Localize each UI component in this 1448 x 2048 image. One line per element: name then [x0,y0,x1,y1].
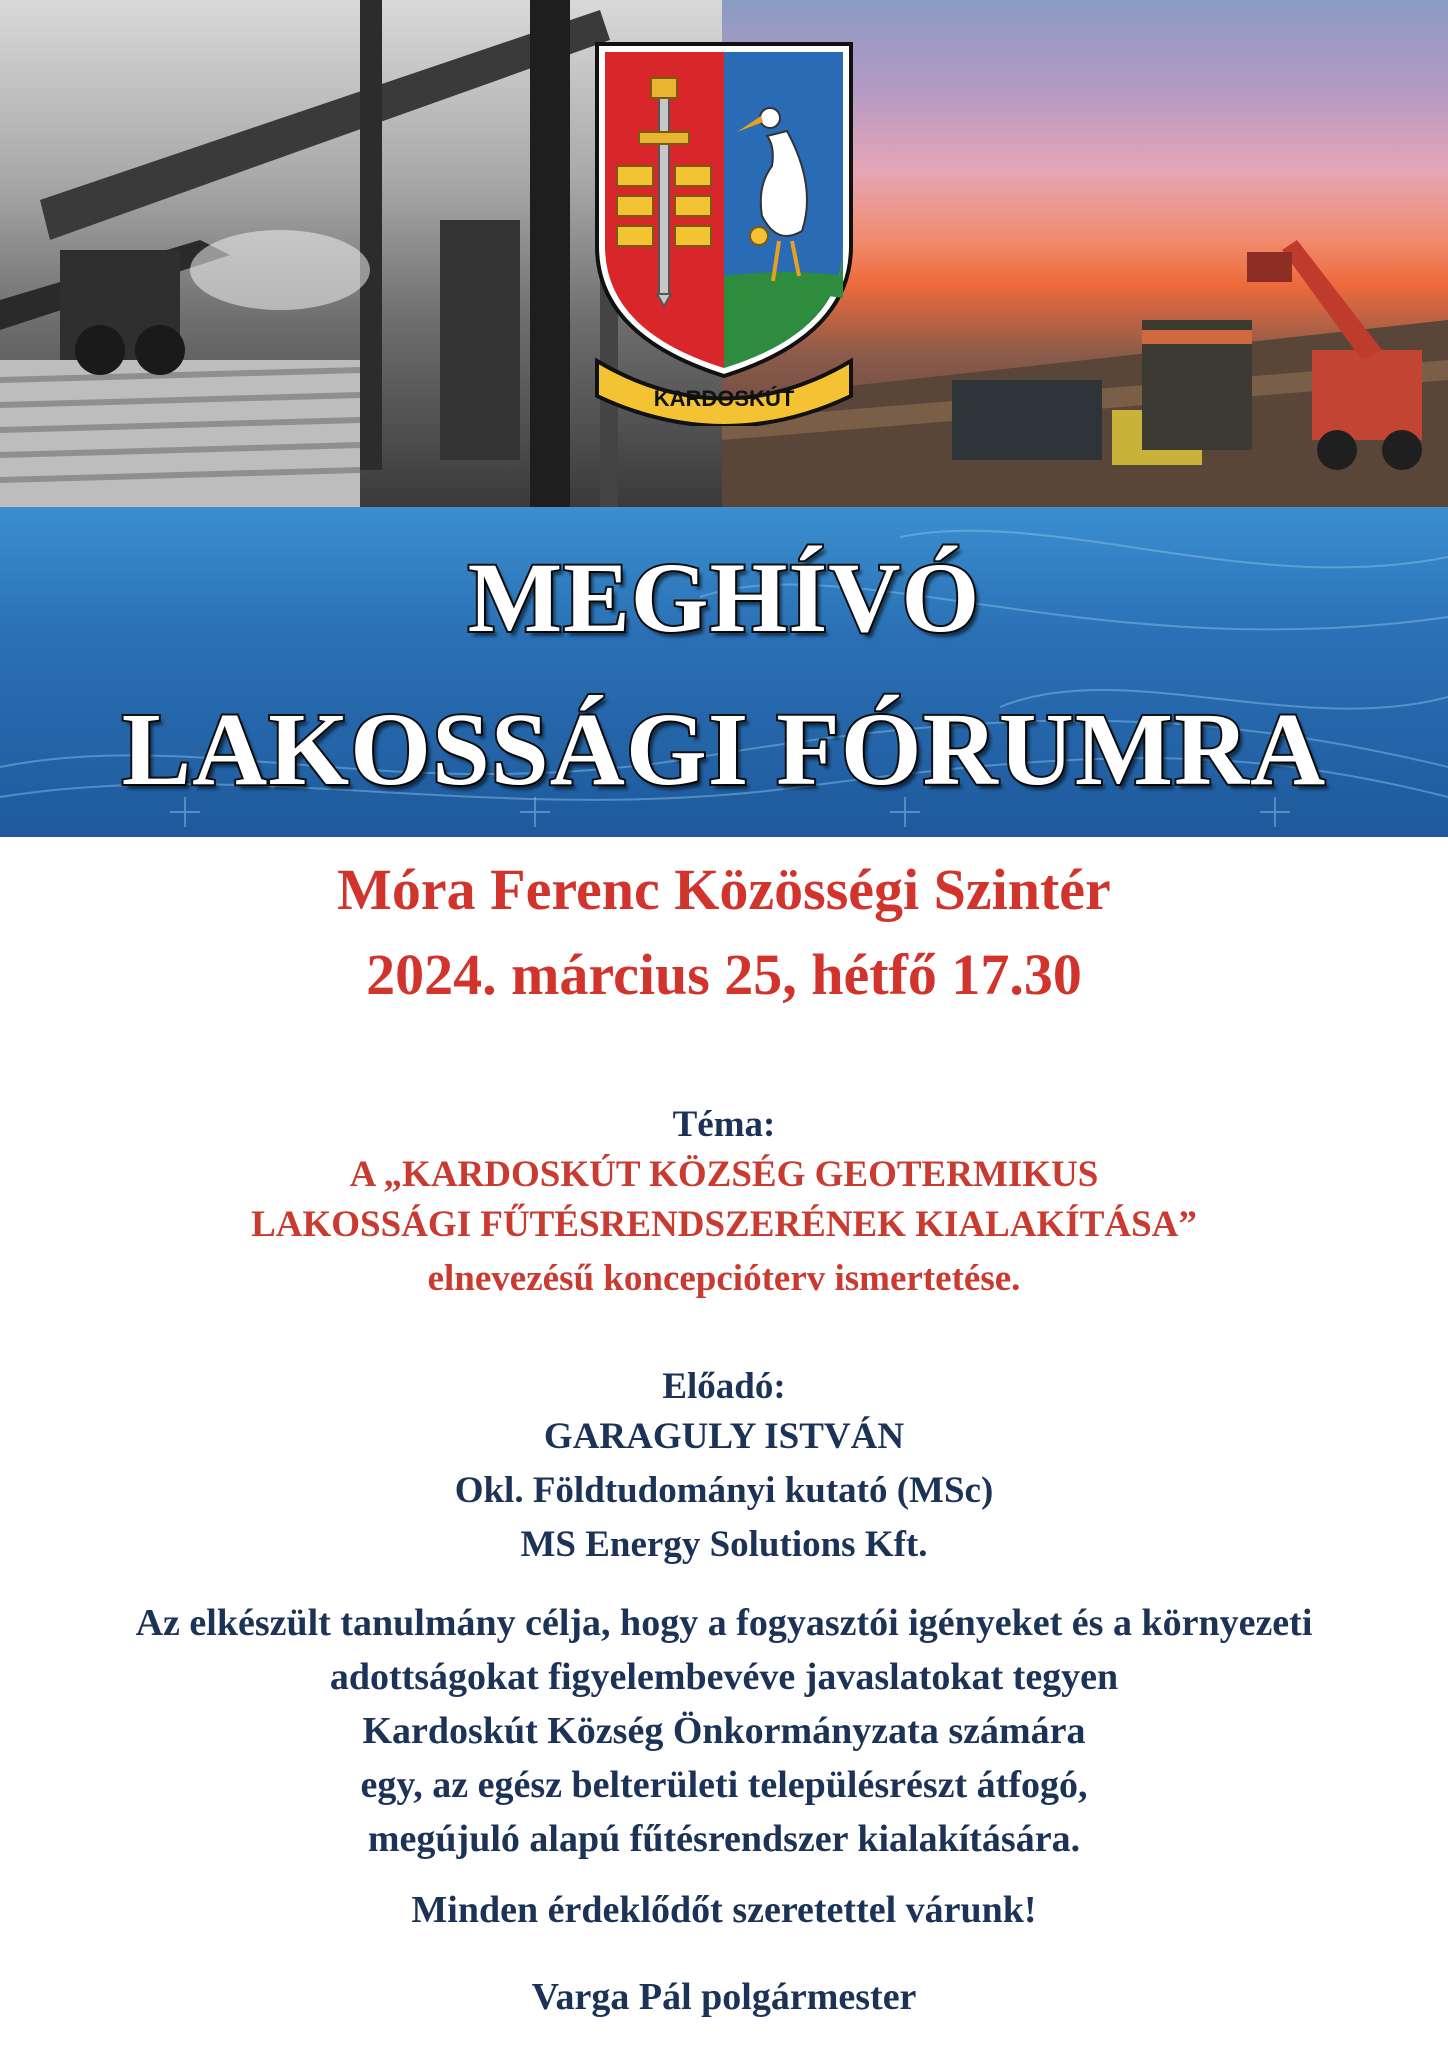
speaker-company: MS Energy Solutions Kft. [520,1524,928,1565]
description-line-3: Kardoskút Község Önkormányzata számára [362,1710,1086,1752]
signature: Varga Pál polgármester [531,1976,917,2018]
event-datetime: 2024. március 25, hétfő 17.30 [366,942,1082,1007]
event-venue: Móra Ferenc Közösségi Szintér [337,857,1111,922]
topic-line-3: elnevezésű koncepcióterv ismertetése. [427,1258,1021,1299]
topic-label: Téma: [672,1104,776,1145]
description-line-2: adottságokat figyelembevéve javaslatokat tegyen [329,1656,1119,1698]
speaker-name: GARAGULY ISTVÁN [543,1416,905,1457]
topic-line-1: A „KARDOSKÚT KÖZSÉG GEOTERMIKUS [349,1154,1099,1195]
speaker-label: Előadó: [662,1366,786,1407]
header-photo-collage [0,0,1448,507]
invitation-title: MEGHÍVÓ [467,542,981,653]
forum-title: LAKOSSÁGI FÓRUMRA [121,692,1327,807]
crest-banner-text: KARDOSKÚT [653,386,795,411]
description-line-5: megújuló alapú fűtésrendszer kialakítására. [367,1818,1081,1860]
speaker-title: Okl. Földtudományi kutató (MSc) [454,1470,994,1511]
description-line-1: Az elkészült tanulmány célja, hogy a fogyasztói igényeket és a környezeti [135,1602,1313,1644]
topic-line-2: LAKOSSÁGI FŰTÉSRENDSZERÉNEK KIALAKÍTÁSA” [251,1204,1197,1245]
description-line-4: egy, az egész belterületi településrészt átfogó, [360,1764,1088,1806]
kardoskut-coat-of-arms [587,36,861,426]
closing-message: Minden érdeklődőt szeretettel várunk! [411,1889,1037,1931]
